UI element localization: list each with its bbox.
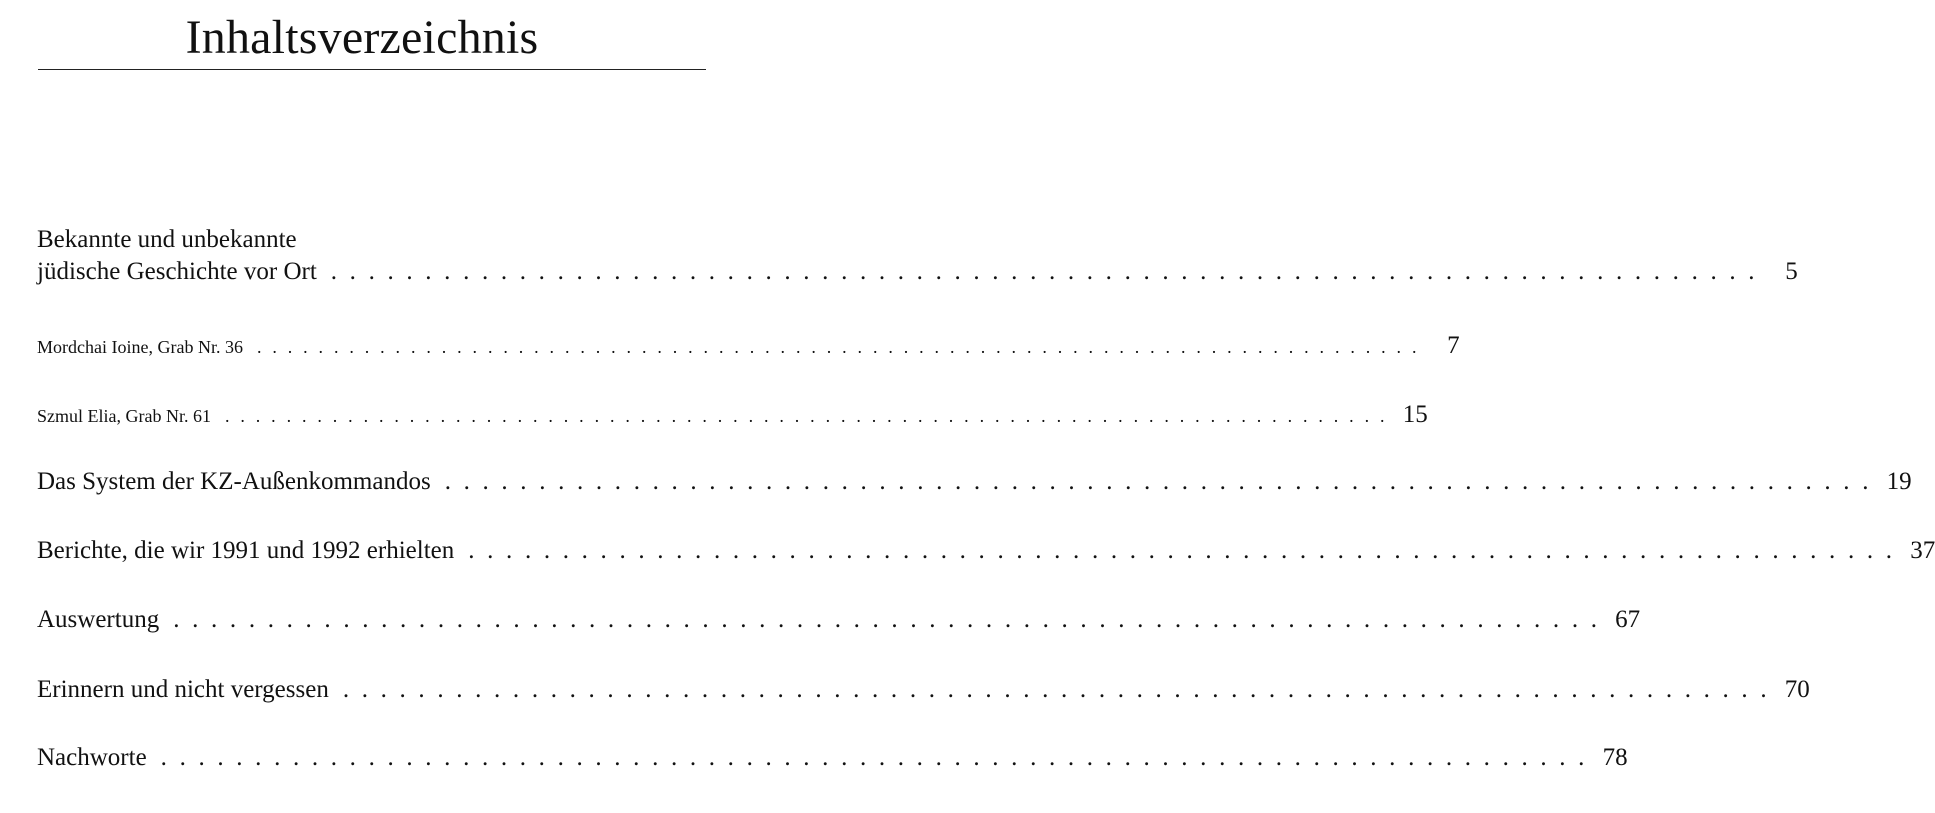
toc-entry-page: 5	[1785, 258, 1798, 285]
toc-entry-erinnern[interactable]	[37, 674, 1810, 706]
leader-dots: . . . . . . . . . . . . . . . . . . . . . . . . . . . . . . . . . . . . . . . . . . . . . . . . . . . . . . . . . . . . . . . . . . . . . . . . . . . .	[160, 744, 1588, 771]
toc-entry-page: 37	[1910, 537, 1935, 564]
toc-entry-page: 19	[1886, 468, 1912, 495]
toc-entry-label-line1: Bekannte und unbekannte	[37, 226, 297, 253]
toc-entry-label: Szmul Elia, Grab Nr. 61	[37, 406, 211, 426]
toc-entry-label: Nachworte	[37, 744, 147, 771]
toc-entry-page: 67	[1615, 606, 1641, 633]
leader-dots: . . . . . . . . . . . . . . . . . . . . . . . . . . . . . . . . . . . . . . . . . . . . . . . . . . . . . . . . . . . . . . . . . . . . . . . . . . . .	[330, 258, 1758, 285]
toc-entry-page: 78	[1602, 744, 1628, 771]
toc-entry-label-line2: jüdische Geschichte vor Ort	[37, 258, 317, 285]
toc-entry-label: Berichte, die wir 1991 und 1992 erhielten	[37, 537, 455, 564]
title-underline	[38, 69, 706, 70]
toc-entry-auswertung[interactable]	[37, 604, 1641, 636]
toc-entry-label: Das System der KZ-Außenkommandos	[37, 468, 431, 495]
toc-entry-page: 15	[1402, 401, 1428, 428]
toc-entry-szmul-elia[interactable]	[37, 401, 1428, 429]
leader-dots: . . . . . . . . . . . . . . . . . . . . . . . . . . . . . . . . . . . . . . . . . . . . . . . . . . . . . . . . . . . . . . . . . . . . . . . . . . . .	[342, 676, 1770, 703]
leader-dots: . . . . . . . . . . . . . . . . . . . . . . . . . . . . . . . . . . . . . . . . . . . . . . . . . . . . . . . . . . . . . . . . . . . . . . . . . . . .	[468, 537, 1896, 564]
leader-dots: . . . . . . . . . . . . . . . . . . . . . . . . . . . . . . . . . . . . . . . . . . . . . . . . . . . . . . . . . . . . . . . . . . . . . . . . . . . .	[256, 337, 1420, 357]
toc-entry-label: Auswertung	[37, 606, 160, 633]
toc-entry-nachworte[interactable]	[37, 742, 1628, 774]
toc-entry-page: 7	[1447, 332, 1460, 359]
toc-entry-label: Mordchai Ioine, Grab Nr. 36	[37, 337, 243, 357]
page-title: Inhaltsverzeichnis	[185, 11, 539, 64]
leader-dots: . . . . . . . . . . . . . . . . . . . . . . . . . . . . . . . . . . . . . . . . . . . . . . . . . . . . . . . . . . . . . . . . . . . . . . . . . . . .	[444, 468, 1872, 495]
toc-entry-label: Erinnern und nicht vergessen	[37, 676, 329, 703]
toc-entry-juedische-geschichte[interactable]	[37, 224, 1798, 288]
toc-entry-page: 70	[1784, 676, 1810, 703]
toc-entry-kz-aussenkommandos[interactable]	[37, 466, 1912, 498]
toc-entry-berichte[interactable]	[37, 535, 1935, 567]
leader-dots: . . . . . . . . . . . . . . . . . . . . . . . . . . . . . . . . . . . . . . . . . . . . . . . . . . . . . . . . . . . . . . . . . . . . . . . . . . . .	[224, 406, 1388, 426]
leader-dots: . . . . . . . . . . . . . . . . . . . . . . . . . . . . . . . . . . . . . . . . . . . . . . . . . . . . . . . . . . . . . . . . . . . . . . . . . . . .	[173, 606, 1601, 633]
toc-entry-mordchai-ioine[interactable]	[37, 332, 1460, 360]
